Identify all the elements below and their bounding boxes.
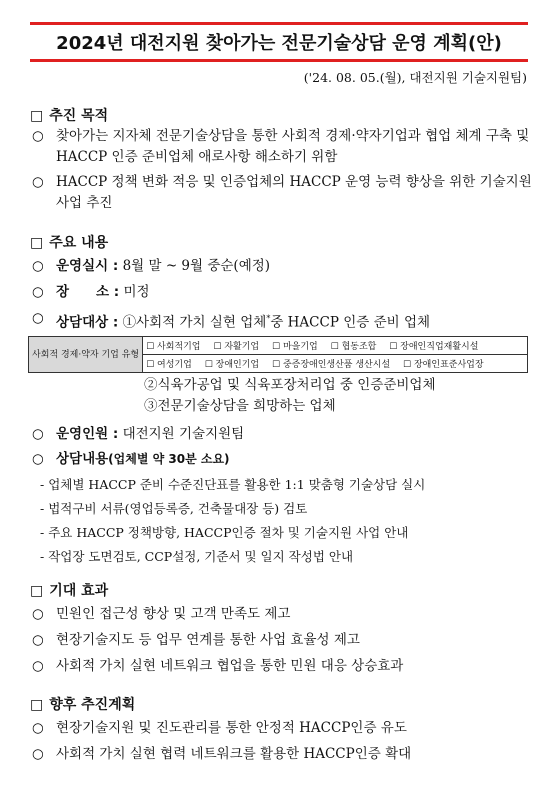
type-self-support: ☐ 자활기업 xyxy=(213,342,260,352)
circle-bullet-icon: ○ xyxy=(32,310,44,326)
section-purpose xyxy=(30,105,108,125)
consult-item-2: - 법적구비 서류(영업등록증, 건축물대장 등) 검토 xyxy=(40,501,308,516)
types-row-1 xyxy=(143,337,528,355)
checkbox-icon: ☐ xyxy=(389,342,398,352)
future-item-1: ○ 현장기술지원 및 진도관리를 통한 안정적 HACCP인증 유도 xyxy=(32,718,537,739)
dash-bullet: - xyxy=(40,525,45,540)
target-value-rest: 중 HACCP 인증 준비 업체 xyxy=(270,314,431,331)
enterprise-types-table xyxy=(28,336,528,373)
effect-item-1: ○ 민원인 접근성 향상 및 고객 만족도 제고 xyxy=(32,604,537,625)
circle-bullet-icon: ○ xyxy=(32,746,44,762)
type-cooperative: ☐ 협동조합 xyxy=(330,342,377,352)
consult-note: (업체별 약 30분 소요) xyxy=(108,452,230,466)
section-future xyxy=(30,694,135,714)
dash-bullet: - xyxy=(40,501,45,516)
target-label: 상담대상 : xyxy=(56,314,119,331)
section-box-icon: □ xyxy=(30,235,44,251)
section-box-icon: □ xyxy=(30,697,44,713)
effect-item-3: ○ 사회적 가치 실현 네트워크 협업을 통한 민원 대응 상승효과 xyxy=(32,656,537,677)
section-box-icon: □ xyxy=(30,583,44,599)
purpose-item-1 xyxy=(32,126,537,168)
dash-bullet: - xyxy=(40,549,45,564)
consult-label: 상담내용 xyxy=(56,451,109,467)
staff-value: 대전지원 기술지원팀 xyxy=(122,426,245,442)
document-title xyxy=(30,22,528,62)
staff-label: 운영인원 : xyxy=(56,426,119,442)
enterprise-types-header: 사회적 경제·약자 기업 유형 xyxy=(29,337,143,373)
consult-item-4: - 작업장 도면검토, CCP설정, 기준서 및 일지 작성법 안내 xyxy=(40,549,354,564)
checkbox-icon: ☐ xyxy=(330,342,339,352)
purpose-item-2-text: HACCP 정책 변화 적응 및 인증업체의 HACCP 운영 능력 향상을 위한 기술지원 사업 추진 xyxy=(56,174,532,211)
circle-bullet-icon: ○ xyxy=(32,284,44,300)
circle-bullet-icon: ○ xyxy=(32,128,44,144)
dash-bullet: - xyxy=(40,477,45,492)
section-purpose-heading: 추진 목적 xyxy=(49,108,109,124)
target-extra-3: ③전문기술상담을 희망하는 업체 xyxy=(144,398,336,414)
future-item-2: ○ 사회적 가치 실현 협력 네트워크를 활용한 HACCP인증 확대 xyxy=(32,744,537,765)
consult-item-1: - 업체별 HACCP 준비 수준진단표를 활용한 1:1 맞춤형 기술상담 실시 xyxy=(40,477,426,492)
purpose-item-2 xyxy=(32,172,537,214)
section-box-icon: □ xyxy=(30,108,44,124)
place-label: 장 소 : xyxy=(56,284,120,300)
checkbox-icon: ☐ xyxy=(204,360,213,370)
circle-bullet-icon: ○ xyxy=(32,658,44,674)
type-social-enterprise: ☐ 사회적기업 xyxy=(146,342,201,352)
target-footnote-mark: * xyxy=(266,314,271,323)
section-content xyxy=(30,232,108,252)
checkbox-icon: ☐ xyxy=(272,342,281,352)
consult-item-3: - 주요 HACCP 정책방향, HACCP인증 절차 및 기술지원 사업 안내 xyxy=(40,525,409,540)
target-row xyxy=(32,308,537,334)
circle-bullet-icon: ○ xyxy=(32,632,44,648)
circle-bullet-icon: ○ xyxy=(32,258,44,274)
circle-bullet-icon: ○ xyxy=(32,174,44,190)
section-effects-heading: 기대 효과 xyxy=(49,583,109,599)
schedule-label: 운영실시 : xyxy=(56,258,119,274)
circle-bullet-icon: ○ xyxy=(32,451,44,467)
effect-item-2: ○ 현장기술지도 등 업무 연계를 통한 사업 효율성 제고 xyxy=(32,630,537,651)
place-row xyxy=(32,282,537,303)
checkbox-icon: ☐ xyxy=(213,342,222,352)
types-row-2 xyxy=(143,355,528,373)
type-village: ☐ 마을기업 xyxy=(272,342,318,352)
type-women: ☐ 여성기업 xyxy=(146,360,192,370)
schedule-row xyxy=(32,256,537,277)
schedule-value: 8월 말 ~ 9월 중순(예정) xyxy=(122,258,271,274)
type-disabled: ☐ 장애인기업 xyxy=(204,360,260,370)
circle-bullet-icon: ○ xyxy=(32,426,44,442)
type-severe-disabled-facility: ☐ 중증장애인생산품 생산시설 xyxy=(272,360,391,370)
place-value: 미정 xyxy=(123,284,150,300)
purpose-item-1-text: 찾아가는 지자체 전문기술상담을 통한 사회적 경제·약자기업과 협업 체계 구축 및 HACCP 인증 준비업체 애로사항 해소하기 위함 xyxy=(56,128,530,165)
checkbox-icon: ☐ xyxy=(403,360,412,370)
section-future-heading: 향후 추진계획 xyxy=(49,697,136,713)
staff-row xyxy=(32,424,537,445)
type-standard-workplace: ☐ 장애인표준사업장 xyxy=(403,360,484,370)
section-effects xyxy=(30,580,108,600)
type-vocational-rehab: ☐ 장애인직업재활시설 xyxy=(389,342,479,352)
circle-bullet-icon: ○ xyxy=(32,606,44,622)
document-title-text: 2024년 대전지원 찾아가는 전문기술상담 운영 계획(안) xyxy=(56,33,502,54)
checkbox-icon: ☐ xyxy=(146,342,155,352)
target-value: ①사회적 가치 실현 업체 xyxy=(122,314,267,331)
circle-bullet-icon: ○ xyxy=(32,720,44,736)
checkbox-icon: ☐ xyxy=(146,360,155,370)
target-extra-2: ②식육가공업 및 식육포장처리업 중 인증준비업체 xyxy=(144,377,436,393)
dateline: ('24. 08. 05.(월), 대전지원 기술지원팀) xyxy=(303,70,527,85)
consult-row xyxy=(32,449,537,470)
section-content-heading: 주요 내용 xyxy=(49,235,109,251)
checkbox-icon: ☐ xyxy=(272,360,281,370)
